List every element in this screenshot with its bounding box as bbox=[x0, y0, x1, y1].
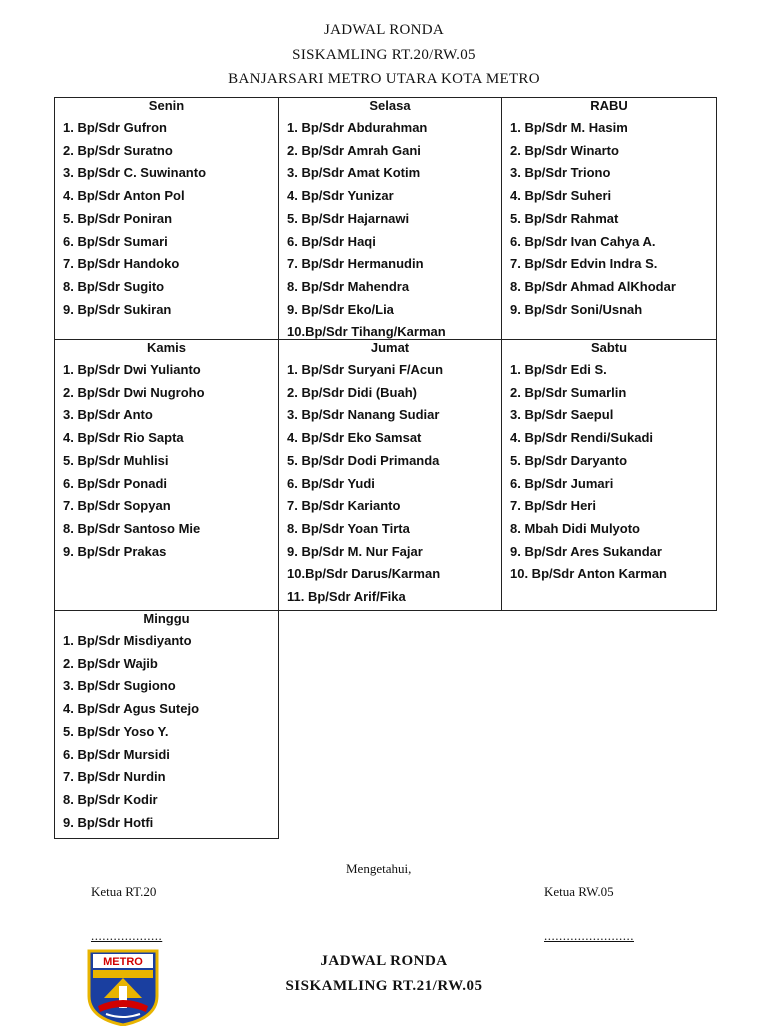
signature-line-rt: ................... bbox=[91, 928, 163, 943]
list-item: 9. Bp/Sdr Eko/Lia bbox=[287, 301, 394, 317]
list-item: 5. Bp/Sdr Poniran bbox=[63, 210, 173, 226]
list-item: 1. Bp/Sdr Gufron bbox=[63, 120, 167, 135]
list-item: 8. Bp/Sdr Mahendra bbox=[287, 278, 410, 294]
list-item: 1. Bp/Sdr M. Hasim bbox=[510, 120, 628, 135]
cell-selasa bbox=[278, 97, 502, 340]
next-page-title: JADWAL RONDA bbox=[320, 953, 448, 969]
list-item: 2. Bp/Sdr Didi (Buah) bbox=[287, 384, 417, 400]
list-item: 4. Bp/Sdr Agus Sutejo bbox=[63, 701, 200, 717]
name-list bbox=[502, 117, 716, 321]
name-list bbox=[55, 117, 278, 321]
list-item: 8. Bp/Sdr Ahmad AlKhodar bbox=[510, 278, 676, 294]
list-item: 2. Bp/Sdr Sumarlin bbox=[510, 384, 627, 400]
list-item: 6. Bp/Sdr Haqi bbox=[287, 233, 376, 249]
list-item: 2. Bp/Sdr Suratno bbox=[63, 142, 173, 158]
name-list bbox=[55, 359, 278, 563]
list-item: 6. Bp/Sdr Mursidi bbox=[63, 746, 170, 762]
list-item: 6. Bp/Sdr Sumari bbox=[63, 233, 168, 249]
ketua-rt-label: Ketua RT.20 bbox=[91, 884, 157, 899]
list-item: 7. Bp/Sdr Heri bbox=[510, 498, 596, 514]
list-item: 4. Bp/Sdr Yunizar bbox=[287, 188, 394, 204]
list-item: 1. Bp/Sdr Edi S. bbox=[510, 362, 607, 377]
list-item: 3. Bp/Sdr Nanang Sudiar bbox=[287, 407, 440, 423]
list-item: 4. Bp/Sdr Rio Sapta bbox=[63, 430, 184, 446]
schedule-table bbox=[54, 97, 717, 611]
list-item: 4. Bp/Sdr Suheri bbox=[510, 188, 612, 204]
cell-rabu bbox=[501, 97, 717, 340]
cell-jumat bbox=[278, 339, 502, 611]
list-item: 6. Bp/Sdr Jumari bbox=[510, 475, 614, 491]
list-item: 8. Bp/Sdr Kodir bbox=[63, 791, 158, 807]
list-item: 5. Bp/Sdr Daryanto bbox=[510, 452, 628, 468]
cell-minggu bbox=[54, 610, 279, 839]
list-item: 7. Bp/Sdr Sopyan bbox=[63, 498, 171, 514]
list-item: 9. Bp/Sdr Soni/Usnah bbox=[510, 301, 643, 317]
list-item: 3. Bp/Sdr Saepul bbox=[510, 407, 614, 423]
list-item: 10.Bp/Sdr Tihang/Karman bbox=[287, 324, 446, 340]
day-label: Minggu bbox=[143, 611, 190, 626]
doc-subtitle-1: SISKAMLING RT.20/RW.05 bbox=[292, 47, 476, 63]
cell-kamis bbox=[54, 339, 279, 611]
list-item: 10. Bp/Sdr Anton Karman bbox=[510, 566, 667, 582]
cell-senin bbox=[54, 97, 279, 340]
list-item: 5. Bp/Sdr Dodi Primanda bbox=[287, 452, 440, 468]
list-item: 3. Bp/Sdr Triono bbox=[510, 165, 611, 181]
list-item: 1. Bp/Sdr Misdiyanto bbox=[63, 633, 192, 648]
day-label: Sabtu bbox=[590, 340, 628, 355]
list-item: 4. Bp/Sdr Eko Samsat bbox=[287, 430, 422, 446]
name-list bbox=[279, 359, 501, 609]
next-page-subtitle: SISKAMLING RT.21/RW.05 bbox=[285, 978, 483, 994]
list-item: 7. Bp/Sdr Handoko bbox=[63, 256, 180, 272]
list-item: 9. Bp/Sdr Prakas bbox=[63, 543, 167, 559]
ketua-rw-label: Ketua RW.05 bbox=[544, 884, 614, 899]
day-label: Selasa bbox=[369, 98, 411, 113]
list-item: 5. Bp/Sdr Hajarnawi bbox=[287, 210, 410, 226]
emblem-text: METRO bbox=[103, 956, 143, 968]
list-item: 5. Bp/Sdr Rahmat bbox=[510, 210, 619, 226]
list-item: 4. Bp/Sdr Anton Pol bbox=[63, 188, 185, 204]
list-item: 2. Bp/Sdr Dwi Nugroho bbox=[63, 384, 205, 400]
list-item: 6. Bp/Sdr Ponadi bbox=[63, 475, 168, 491]
list-item: 8. Bp/Sdr Yoan Tirta bbox=[287, 520, 410, 536]
list-item: 3. Bp/Sdr Anto bbox=[63, 407, 153, 423]
list-item: 8. Bp/Sdr Sugito bbox=[63, 278, 165, 294]
doc-subtitle-2: BANJARSARI METRO UTARA KOTA METRO bbox=[228, 71, 540, 87]
list-item: 7. Bp/Sdr Edvin Indra S. bbox=[510, 256, 658, 272]
list-item: 1. Bp/Sdr Abdurahman bbox=[287, 120, 428, 135]
list-item: 7. Bp/Sdr Karianto bbox=[287, 498, 401, 514]
signature-line-rw: ........................ bbox=[544, 928, 634, 943]
name-list bbox=[502, 359, 716, 586]
list-item: 8. Bp/Sdr Santoso Mie bbox=[63, 520, 201, 536]
list-item: 10.Bp/Sdr Darus/Karman bbox=[287, 566, 441, 582]
list-item: 1. Bp/Sdr Suryani F/Acun bbox=[287, 362, 444, 377]
cell-sabtu bbox=[501, 339, 717, 611]
list-item: 1. Bp/Sdr Dwi Yulianto bbox=[63, 362, 201, 377]
list-item: 3. Bp/Sdr C. Suwinanto bbox=[63, 165, 207, 181]
list-item: 9. Bp/Sdr Ares Sukandar bbox=[510, 543, 662, 559]
list-item: 2. Bp/Sdr Amrah Gani bbox=[287, 142, 421, 158]
list-item: 3. Bp/Sdr Sugiono bbox=[63, 678, 176, 694]
list-item: 9. Bp/Sdr Sukiran bbox=[63, 301, 172, 317]
name-list bbox=[279, 117, 501, 344]
list-item: 6. Bp/Sdr Ivan Cahya A. bbox=[510, 233, 656, 249]
list-item: 2. Bp/Sdr Winarto bbox=[510, 142, 619, 158]
acknowledged-label: Mengetahui, bbox=[346, 861, 412, 876]
list-item: 4. Bp/Sdr Rendi/Sukadi bbox=[510, 430, 654, 446]
day-label: Senin bbox=[148, 98, 185, 113]
day-label: Jumat bbox=[370, 340, 410, 355]
list-item: 7. Bp/Sdr Hermanudin bbox=[287, 256, 424, 272]
doc-title: JADWAL RONDA bbox=[323, 22, 445, 38]
list-item: 2. Bp/Sdr Wajib bbox=[63, 655, 158, 671]
day-label: Kamis bbox=[146, 340, 187, 355]
list-item: 3. Bp/Sdr Amat Kotim bbox=[287, 165, 421, 181]
list-item: 7. Bp/Sdr Nurdin bbox=[63, 769, 166, 785]
name-list bbox=[55, 630, 278, 834]
day-label: RABU bbox=[590, 98, 628, 113]
list-item: 9. Bp/Sdr M. Nur Fajar bbox=[287, 543, 423, 559]
list-item: 11. Bp/Sdr Arif/Fika bbox=[287, 589, 406, 605]
list-item: 5. Bp/Sdr Muhlisi bbox=[63, 452, 169, 468]
list-item: 8. Mbah Didi Mulyoto bbox=[510, 520, 640, 536]
list-item: 6. Bp/Sdr Yudi bbox=[287, 475, 375, 491]
list-item: 5. Bp/Sdr Yoso Y. bbox=[63, 723, 169, 739]
list-item: 9. Bp/Sdr Hotfi bbox=[63, 814, 154, 830]
